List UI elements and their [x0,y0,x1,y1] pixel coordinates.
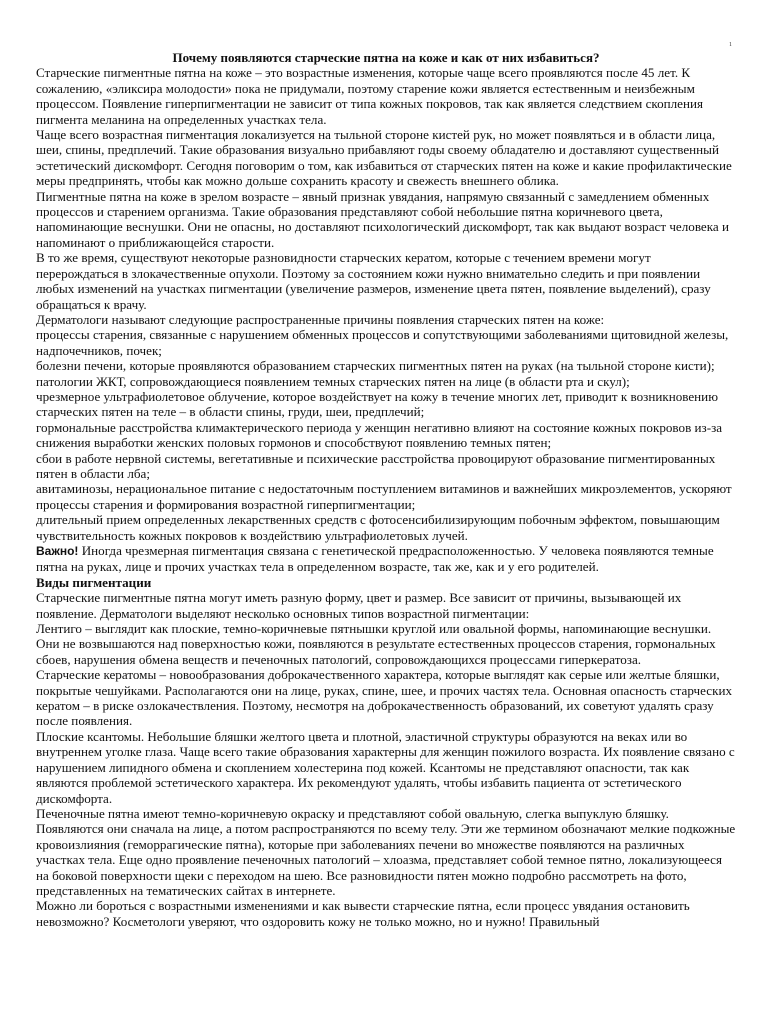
list-item: болезни печени, которые проявляются образованием старческих пигментных пятен на руках (на тыльной стороне кисти); [36,358,715,374]
paragraph: Можно ли бороться с возрастными изменениями и как вывести старческие пятна, если процесс увядания остановить невозможно? Косметологи уверяют, что оздоровить кожу не только можно, но и нужно! Правильный [36,898,690,929]
page-number: 1 [729,42,732,48]
paragraph: Плоские ксантомы. Небольшие бляшки желтого цвета и плотной, эластичной структуры образуются на веках или во внутреннем уголке глаза. Чаще всего такие образования характерны для женщин пожилого возраста. Их появление связано с нарушением липидного обмена и скоплением холестерина под кожей. Ксантомы не представляют опасности, так как являются проблемой эстетического характера. Их рекомендуют удалять, чтобы избавить пациента от эстетического дискомфорта. [36,728,735,806]
list-item: чрезмерное ультрафиолетовое облучение, которое воздействует на кожу в течение многих лет, приводит к возникновению старческих пятен на теле – в области спины, груди, шеи, предплечий; [36,388,718,420]
important-text: Иногда чрезмерная пигментация связана с генетической предрасположенностью. У человека появляются темные пятна на руках, лице и прочих участках тела в определенном возрасте, так же, как и у его родителей. [36,543,714,575]
document-title: Почему появляются старческие пятна на коже и как от них избавиться? [172,50,600,65]
list-item: гормональные расстройства климактерического периода у женщин негативно влияют на состояние кожных покровов из-за снижения выработки женских половых гормонов и способствуют появлению темных пятен; [36,419,723,451]
list-item: длительный прием определенных лекарственных средств с фотосенсибилизирующим побочным эффектом, повышающим чувствительность кожных покровов к воздействию ультрафиолетовых лучей. [36,512,720,543]
paragraph: Чаще всего возрастная пигментация локализуется на тыльной стороне кистей рук, но может появляться и в области лица, шеи, спины, предплечий. Такие образования визуально прибавляют годы своему обладателю и доставляют существенный эстетический дискомфорт. Сегодня поговорим о том, как избавиться от старческих пятен на коже и какие профилактические меры предпринять, чтобы как можно дольше сохранить красоту и свежесть внешнего облика. [36,127,732,189]
paragraph: В то же время, существуют некоторые разновидности старческих кератом, которые с течением времени могут перерождаться в злокачественные опухоли. Поэтому за состоянием кожи нужно внимательно следить и при появлении любых изменений на участках пигментации (увеличение размеров, изменение цвета пятен, появление выделений), сразу обращаться к врачу. [36,250,711,312]
list-item: сбои в работе нервной системы, вегетативные и психические расстройства провоцируют образование пигментированных пятен в области лба; [36,450,716,481]
important-label: Важно! [36,544,79,558]
paragraph: Старческие кератомы – новообразования доброкачественного характера, которые выглядят как серые или желтые бляшки, покрытые чешуйками. Располагаются они на лице, руках, спине, шее, и прочих частях тела. Основная опасность старческих кератом – в риске озлокачествления. Поэтому, несмотря на доброкачественность образований, их советуют удалять сразу после появления. [36,667,733,729]
list-item: процессы старения, связанные с нарушением обменных процессов и сопутствующими заболеваниями щитовидной железы, надпочечников, почек; [36,327,729,358]
paragraph: Лентиго – выглядит как плоские, темно-коричневые пятнышки круглой или овальной формы, напоминающие веснушки. Они не возвышаются над поверхностью кожи, появляются в результате естественных процессов старения, гормональных сбоев, нарушения обмена веществ и печеночных патологий, сопровождающихся процессами гиперкератоза. [36,621,716,667]
paragraph: Старческие пигментные пятна на коже – это возрастные изменения, которые чаще всего проявляются после 45 лет. К сожалению, «эликсира молодости» пока не придумали, поэтому старение кожи является естественным и неизбежным процессом. Появление гиперпигментации не зависит от типа кожных покровов, так как является следствием скопления пигмента меланина на определенных участках тела. [36,65,704,127]
important-note [36,543,736,575]
list-item: патологии ЖКТ, сопровождающиеся появлением темных старческих пятен на лице (в области рта и скул); [36,373,630,389]
document-body [36,50,736,929]
paragraph: Старческие пигментные пятна могут иметь разную форму, цвет и размер. Все зависит от причины, вызывающей их появление. Дерматологи выделяют несколько основных типов возрастной пигментации: [36,590,682,621]
paragraph: Дерматологи называют следующие распространенные причины появления старческих пятен на коже: [36,311,605,327]
section-heading: Виды пигментации [36,574,152,590]
paragraph: Пигментные пятна на коже в зрелом возрасте – явный признак увядания, напрямую связанный с замедлением обменных процессов и старением организма. Такие образования представляют собой небольшие пятна коричневого цвета, напоминающие веснушки. Они не опасны, но доставляют психологический дискомфорт, так как выдают возраст человека и напоминают о приближающейся старости. [36,188,729,250]
paragraph: Печеночные пятна имеют темно-коричневую окраску и представляют собой овальную, слегка выпуклую бляшку. Появляются они сначала на лице, а потом распространяются по всему телу. Эти же термином обозначают мелкие подкожные кровоизлияния (геморрагические пятна), которые при заболеваниях печени во множестве появляются на различных участках тела. Еще одно проявление печеночных патологий – хлоазма, представляет собой темное пятно, локализующееся на боковой поверхности щеки с переходом на шею. Все разновидности пятен можно подробно рассмотреть на фото, представленных на тематических сайтах в интернете. [36,805,736,898]
list-item: авитаминозы, нерациональное питание с недостаточным поступлением витаминов и важнейших микроэлементов, ускоряют процессы старения и формирования возрастной гиперпигментации; [36,481,732,512]
